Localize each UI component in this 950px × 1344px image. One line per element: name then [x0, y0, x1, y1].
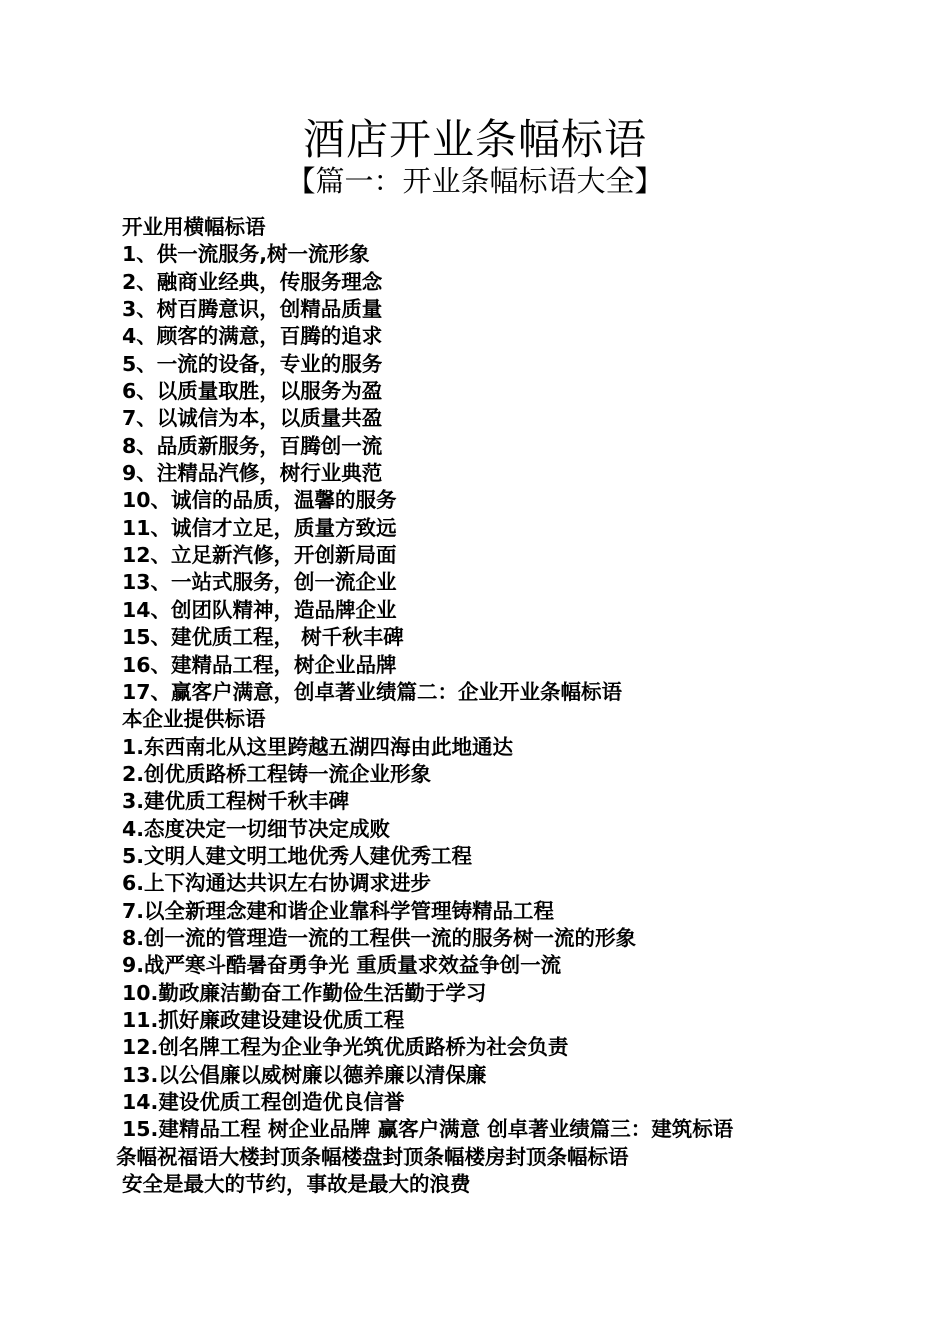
list-item: 9.战严寒斗酷暑奋勇争光 重质量求效益争创一流	[122, 953, 562, 978]
list-item: 3、树百腾意识，创精品质量	[122, 297, 383, 322]
document-subtitle: 【篇一：开业条幅标语大全】	[286, 164, 664, 198]
list-item: 17、赢客户满意，创卓著业绩篇二：企业开业条幅标语	[122, 679, 623, 704]
list-item: 15、建优质工程， 树千秋丰碑	[122, 625, 404, 650]
section-heading: 开业用横幅标语	[122, 215, 266, 239]
list-item: 10.勤政廉洁勤奋工作勤俭生活勤于学习	[122, 980, 487, 1005]
list-item: 6、以质量取胜，以服务为盈	[122, 379, 383, 404]
list-item: 1.东西南北从这里跨越五湖四海由此地通达	[122, 734, 514, 759]
list-item: 1、供一流服务,树一流形象	[122, 242, 370, 267]
list-item: 14.建设优质工程创造优良信誉	[122, 1090, 405, 1114]
list-item: 11、诚信才立足，质量方致远	[122, 515, 397, 540]
list-item: 10、诚信的品质，温馨的服务	[122, 488, 397, 513]
list-item: 12、立足新汽修，开创新局面	[122, 543, 397, 568]
list-item: 11.抓好廉政建设建设优质工程	[122, 1007, 405, 1032]
list-item: 14、创团队精神，造品牌企业	[122, 597, 397, 622]
list-item: 15.建精品工程 树企业品牌 赢客户满意 创卓著业绩篇三：建筑标语	[122, 1117, 734, 1142]
list-item: 5.文明人建文明工地优秀人建优秀工程	[122, 843, 473, 868]
paragraph-line: 安全是最大的节约，事故是最大的浪费	[122, 1172, 471, 1197]
section-heading: 本企业提供标语	[122, 707, 266, 732]
list-item: 3.建优质工程树千秋丰碑	[122, 789, 350, 814]
list-item: 8、品质新服务，百腾创一流	[122, 433, 383, 458]
list-item: 4、顾客的满意，百腾的追求	[122, 324, 383, 349]
document-title: 酒店开业条幅标语	[302, 115, 647, 164]
list-item: 2.创优质路桥工程铸一流企业形象	[122, 761, 432, 786]
list-item: 4.态度决定一切细节决定成败	[122, 816, 391, 841]
paragraph-line: 条幅祝福语大楼封顶条幅楼盘封顶条幅楼房封顶条幅标语	[116, 1144, 629, 1169]
list-item: 6.上下沟通达共识左右协调求进步	[122, 871, 432, 896]
list-item: 7.以全新理念建和谐企业靠科学管理铸精品工程	[122, 898, 555, 923]
list-item: 7、以诚信为本，以质量共盈	[122, 406, 383, 431]
list-item: 13.以公倡廉以威树廉以德养廉以清保廉	[122, 1062, 487, 1087]
list-item: 2、融商业经典，传服务理念	[122, 269, 383, 294]
list-item: 5、一流的设备，专业的服务	[122, 351, 383, 376]
list-item: 8.创一流的管理造一流的工程供一流的服务树一流的形象	[122, 925, 637, 950]
document-body	[116, 214, 880, 1198]
list-item: 16、建精品工程，树企业品牌	[122, 652, 397, 677]
list-item: 9、注精品汽修，树行业典范	[122, 461, 383, 486]
list-item: 13、一站式服务，创一流企业	[122, 570, 397, 595]
list-item: 12.创名牌工程为企业争光筑优质路桥为社会负责	[122, 1035, 569, 1060]
